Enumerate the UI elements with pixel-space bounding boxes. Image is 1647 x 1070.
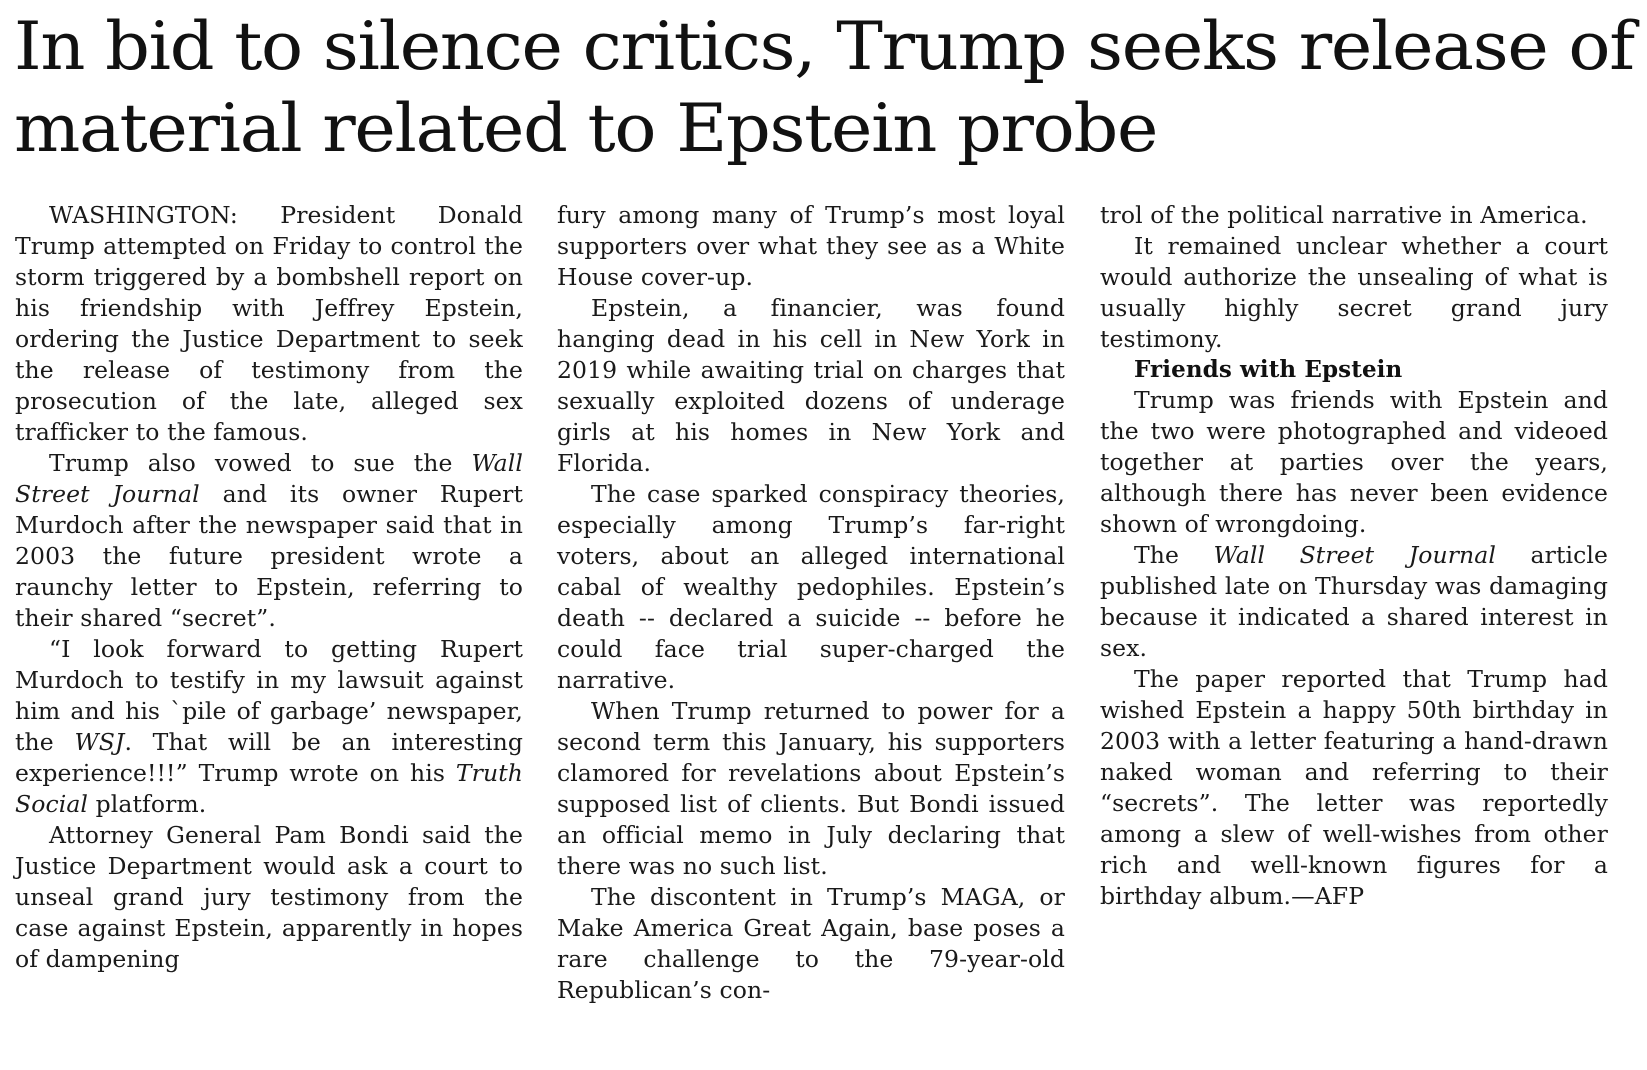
platform-name: Truth Social (15, 759, 523, 818)
paragraph-text: Trump also vowed to sue the (49, 449, 472, 477)
paragraph (15, 200, 523, 448)
paragraph (15, 448, 523, 634)
paragraph: The case sparked conspiracy theories, especially among Trump’s far-right voters, about an alleged international cabal of wealthy pedophiles. Epstein’s death -- declared a suicide -- before he could face trial super-charged the narrative. (557, 480, 1065, 694)
publication-name: Wall Street Journal (1213, 541, 1496, 569)
dateline: WASHINGTON: (49, 201, 238, 229)
paragraph: It remained unclear whether a court would authorize the unsealing of what is usually highly secret grand jury testimony. (1100, 232, 1608, 353)
paragraph-text: platform. (88, 790, 207, 818)
article-column-2 (557, 200, 1065, 1060)
paragraph: Attorney General Pam Bondi said the Justice Department would ask a court to unseal grand jury testimony from the case against Epstein, apparently in hopes of dampening (15, 821, 523, 973)
paragraph: The paper reported that Trump had wished Epstein a happy 50th birthday in 2003 with a letter featuring a hand-drawn naked woman and referring to their “secrets”. The letter was reportedly among a slew of well-wishes from other rich and well-known figures for a birthday album.—AFP (1100, 665, 1608, 910)
paragraph: Epstein, a financier, was found hanging dead in his cell in New York in 2019 while awaiting trial on charges that sexually exploited dozens of underage girls at his homes in New York and Florida. (557, 294, 1065, 477)
paragraph: fury among many of Trump’s most loyal supporters over what they see as a White House cover-up. (557, 201, 1065, 291)
publication-name: Wall Street Journal (15, 449, 523, 508)
paragraph-text: “I look forward to getting Rupert Murdoch to testify in my lawsuit against him and his `pile of garbage’ newspaper, the (15, 635, 523, 756)
paragraph: Trump was friends with Epstein and the two were photographed and videoed together at parties over the years, although there has never been evidence shown of wrongdoing. (1100, 386, 1608, 538)
paragraph-text: and its owner Rupert Murdoch after the newspaper said that in 2003 the future president wrote a raunchy letter to Epstein, referring to their shared “secret”. (15, 480, 523, 632)
paragraph: The discontent in Trump’s MAGA, or Make America Great Again, base poses a rare challenge to the 79-year-old Republican’s con- (557, 883, 1065, 1004)
paragraph: trol of the political narrative in America. (1100, 201, 1588, 229)
article-column-1 (15, 200, 523, 1060)
paragraph-text: article published late on Thursday was damaging because it indicated a shared interest in sex. (1100, 541, 1608, 662)
paragraph-text: The (1134, 541, 1214, 569)
article-headline: In bid to silence critics, Trump seeks release of material related to Epstein probe (14, 8, 1634, 167)
section-subheading: Friends with Epstein (1134, 356, 1403, 383)
paragraph-text: . That will be an interesting experience!!!” Trump wrote on his (15, 728, 523, 787)
paragraph (15, 634, 523, 820)
paragraph (1100, 540, 1608, 664)
publication-name: WSJ (74, 728, 125, 756)
paragraph-text: President Donald Trump attempted on Friday to control the storm triggered by a bombshell report on his friendship with Jeffrey Epstein, ordering the Justice Department to seek the release of testimony from the prosecution of the late, alleged sex trafficker to the famous. (15, 201, 523, 446)
paragraph: When Trump returned to power for a second term this January, his supporters clamored for revelations about Epstein’s supposed list of clients. But Bondi issued an official memo in July declaring that there was no such list. (557, 697, 1065, 880)
article-column-3 (1100, 200, 1608, 1060)
